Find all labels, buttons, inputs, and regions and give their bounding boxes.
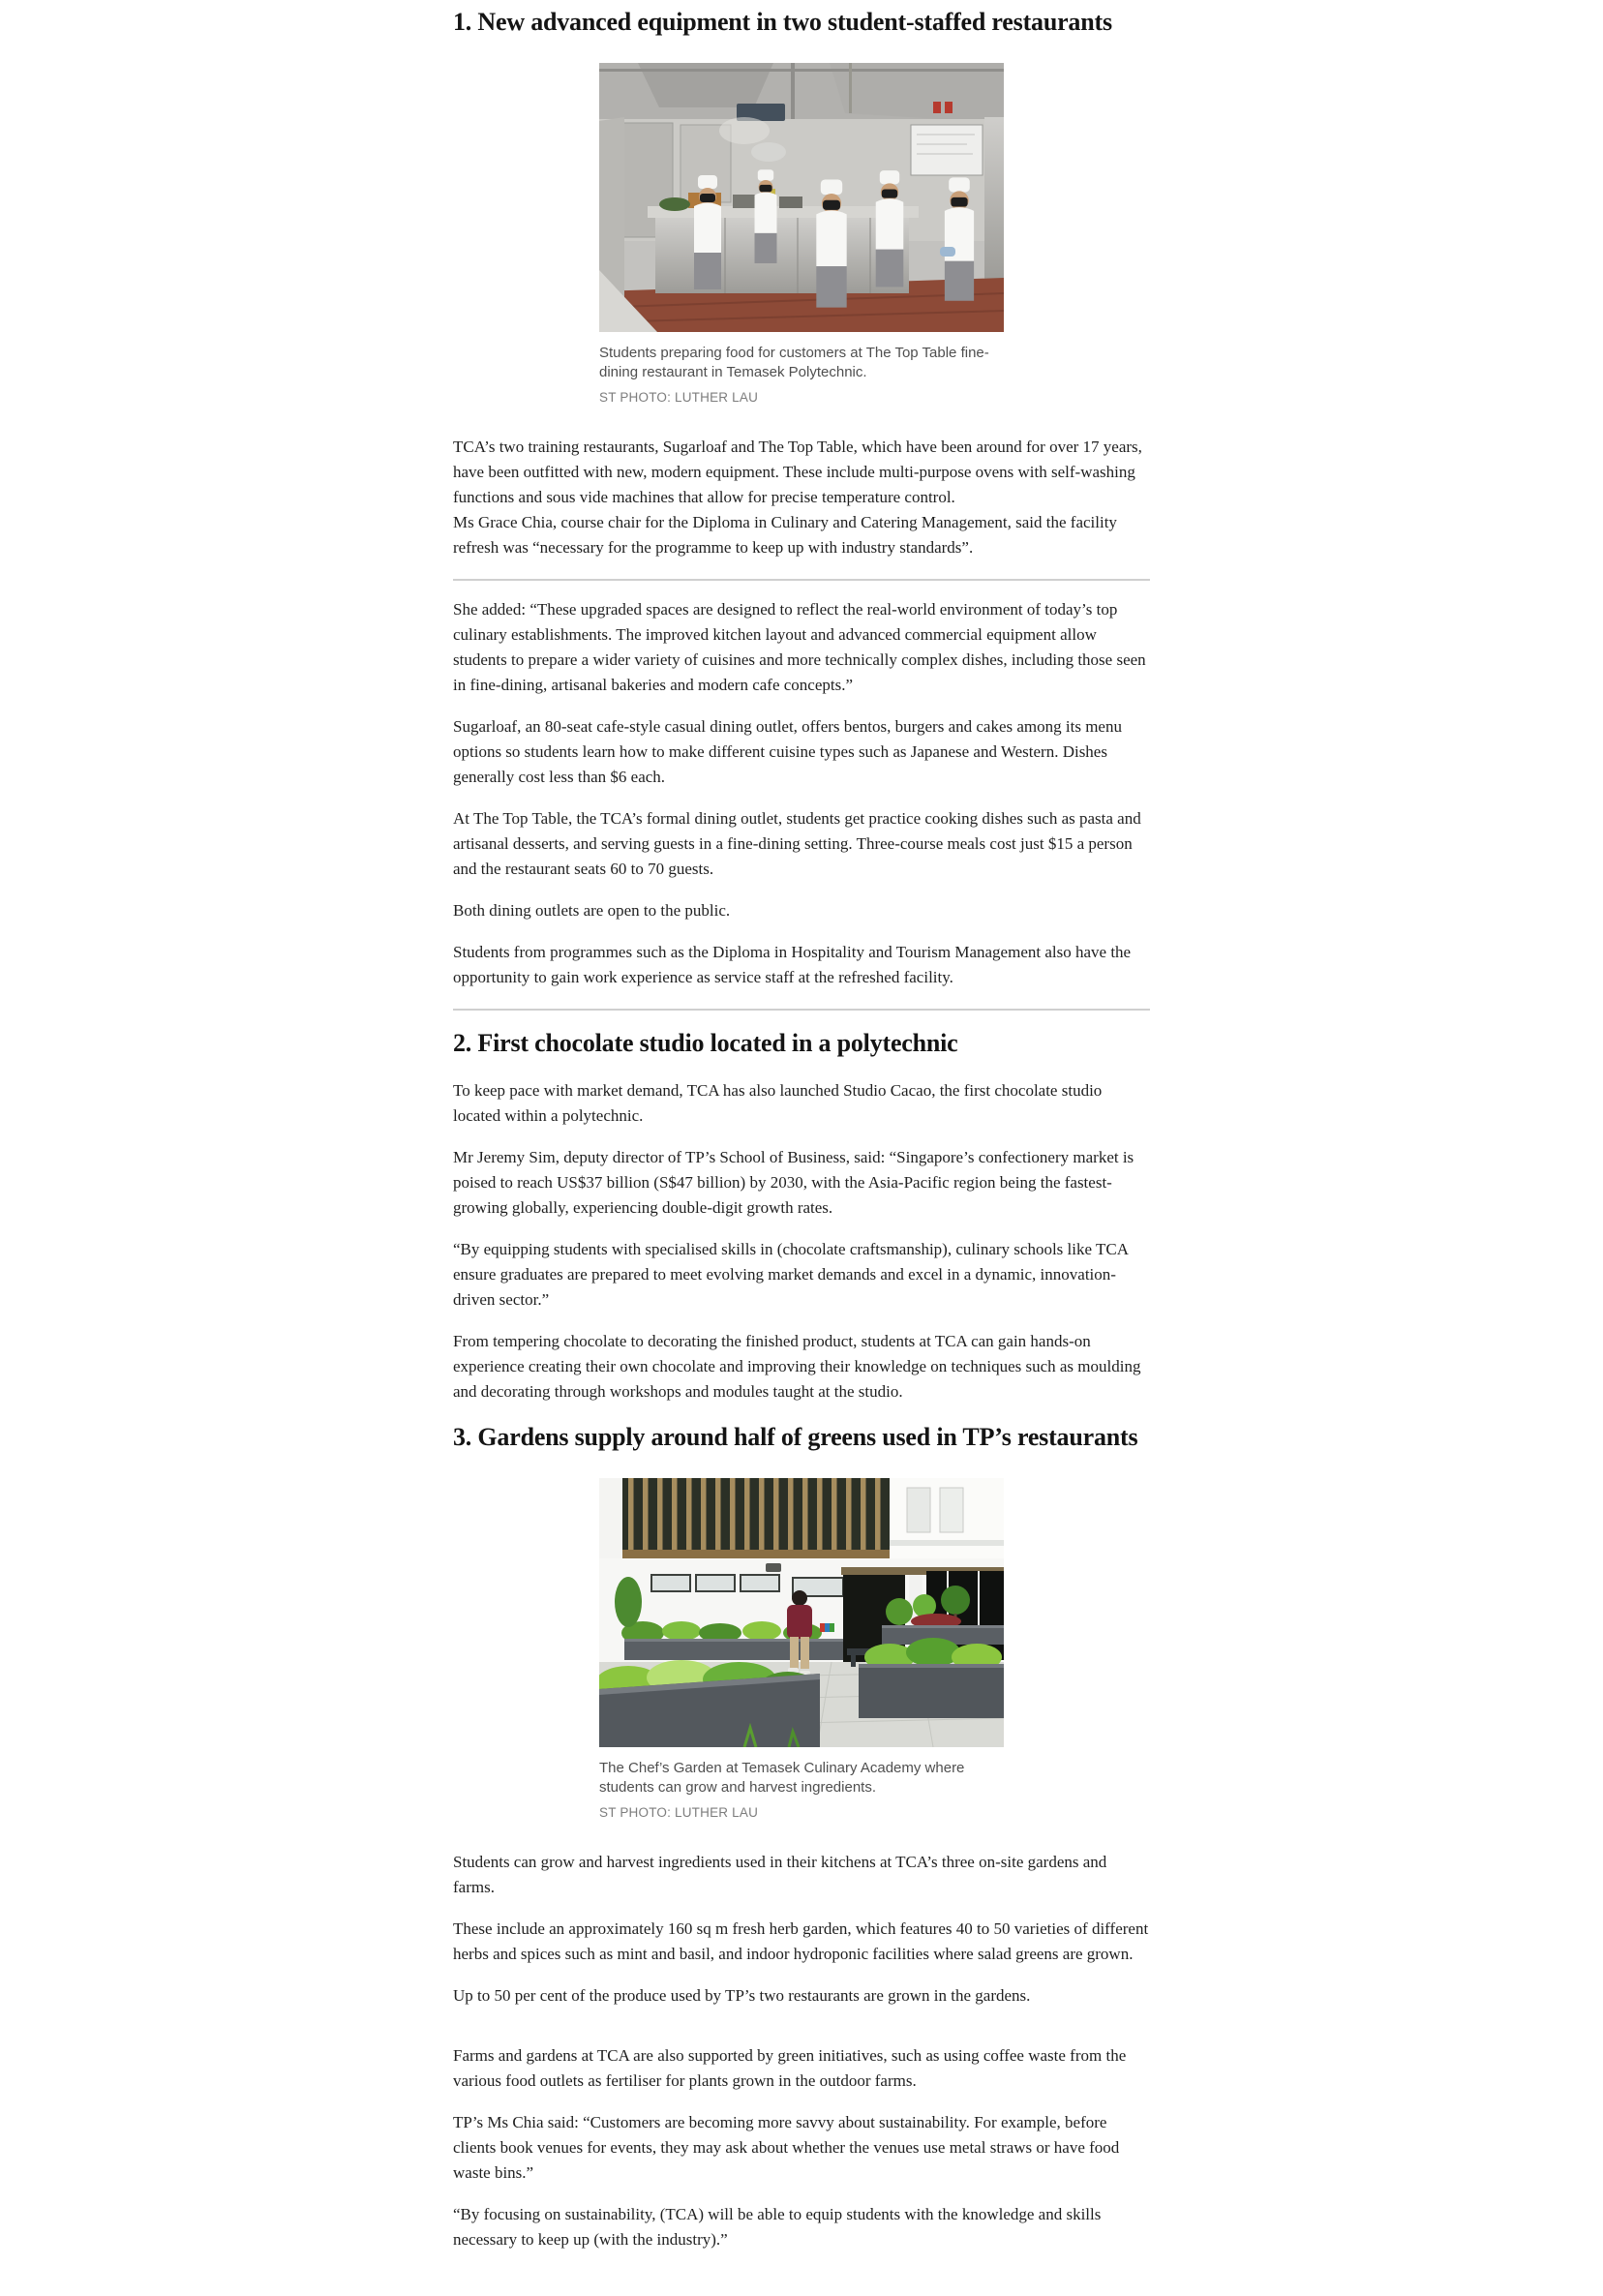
section-heading-3: 3. Gardens supply around half of greens used in TP’s restaurants <box>453 1423 1138 1451</box>
photo-credit: ST PHOTO: LUTHER LAU <box>599 390 759 405</box>
photo-caption: Students preparing food for customers at The Top Table fine-dining restaurant in Temasek Polytechnic. <box>599 345 989 380</box>
article-paragraph: Up to 50 per cent of the produce used by TP’s two restaurants are grown in the gardens. <box>453 1986 1031 2005</box>
article-paragraph: Farms and gardens at TCA are also supported by green initiatives, such as using coffee waste from the various food outlets as fertiliser for plants grown in the outdoor farms. <box>453 2046 1127 2090</box>
article-paragraph: Both dining outlets are open to the public. <box>453 901 731 920</box>
article-body <box>453 0 1150 2252</box>
article-paragraph: TP’s Ms Chia said: “Customers are becoming more savvy about sustainability. For example, before clients book venues for events, they may ask about whether the venues use metal straws or have food waste bins.” <box>453 2113 1120 2182</box>
kitchen-photo <box>599 63 1004 332</box>
article-paragraph: At The Top Table, the TCA’s formal dining outlet, students get practice cooking dishes such as pasta and artisanal desserts, and serving guests in a fine-dining setting. Three-course meals cost just $15 a person and the restaurant seats 60 to 70 guests. <box>453 809 1141 878</box>
article-paragraph: “By equipping students with specialised skills in (chocolate craftsmanship), culinary schools like TCA ensure graduates are prepared to meet evolving market demands and excel in a dynamic, innovation-driven sector.” <box>453 1240 1129 1309</box>
section-heading-1: 1. New advanced equipment in two student-staffed restaurants <box>453 8 1112 36</box>
article-paragraph: She added: “These upgraded spaces are designed to reflect the real-world environment of today’s top culinary establishments. The improved kitchen layout and advanced commercial equipment allow students to prepare a wider variety of cuisines and more technically complex dishes, including those seen in fine-dining, artisanal bakeries and modern cafe concepts.” <box>453 600 1146 694</box>
garden-photo <box>599 1478 1004 1747</box>
article-paragraph: Ms Grace Chia, course chair for the Diploma in Culinary and Catering Management, said the facility refresh was “necessary for the programme to keep up with industry standards”. <box>453 513 1117 557</box>
section-divider <box>453 579 1150 581</box>
article-paragraph: To keep pace with market demand, TCA has also launched Studio Cacao, the first chocolate studio located within a polytechnic. <box>453 1081 1103 1125</box>
article-paragraph: From tempering chocolate to decorating the finished product, students at TCA can gain hands-on experience creating their own chocolate and improving their knowledge on techniques such as moulding and decorating through workshops and modules taught at the studio. <box>453 1332 1141 1401</box>
photo-credit: ST PHOTO: LUTHER LAU <box>599 1805 759 1820</box>
garden-photo-figure <box>599 1478 1004 1821</box>
section-divider <box>453 1009 1150 1011</box>
article-paragraph: “By focusing on sustainability, (TCA) will be able to equip students with the knowledge and skills necessary to keep up (with the industry).” <box>453 2205 1102 2249</box>
article-paragraph: TCA’s two training restaurants, Sugarloaf and The Top Table, which have been around for over 17 years, have been outfitted with new, modern equipment. These include multi-purpose ovens with self-washing functions and sous vide machines that allow for precise temperature control. <box>453 438 1142 506</box>
section-heading-2: 2. First chocolate studio located in a polytechnic <box>453 1029 958 1057</box>
article-paragraph: Sugarloaf, an 80-seat cafe-style casual dining outlet, offers bentos, burgers and cakes among its menu options so students learn how to make different cuisine types such as Japanese and Western. Dishes generally cost less than $6 each. <box>453 717 1122 786</box>
article-paragraph: Mr Jeremy Sim, deputy director of TP’s School of Business, said: “Singapore’s confectionery market is poised to reach US$37 billion (S$47 billion) by 2030, with the Asia-Pacific region being the fastest-growing globally, experiencing double-digit growth rates. <box>453 1148 1134 1217</box>
kitchen-photo-figure <box>599 63 1004 406</box>
article-paragraph: Students from programmes such as the Diploma in Hospitality and Tourism Management also have the opportunity to gain work experience as service staff at the refreshed facility. <box>453 943 1132 986</box>
article-paragraph: These include an approximately 160 sq m fresh herb garden, which features 40 to 50 varieties of different herbs and spices such as mint and basil, and indoor hydroponic facilities where salad greens are grown. <box>453 1919 1149 1963</box>
photo-caption: The Chef’s Garden at Temasek Culinary Academy where students can grow and harvest ingredients. <box>599 1760 965 1796</box>
article-paragraph: Students can grow and harvest ingredients used in their kitchens at TCA’s three on-site gardens and farms. <box>453 1853 1107 1896</box>
